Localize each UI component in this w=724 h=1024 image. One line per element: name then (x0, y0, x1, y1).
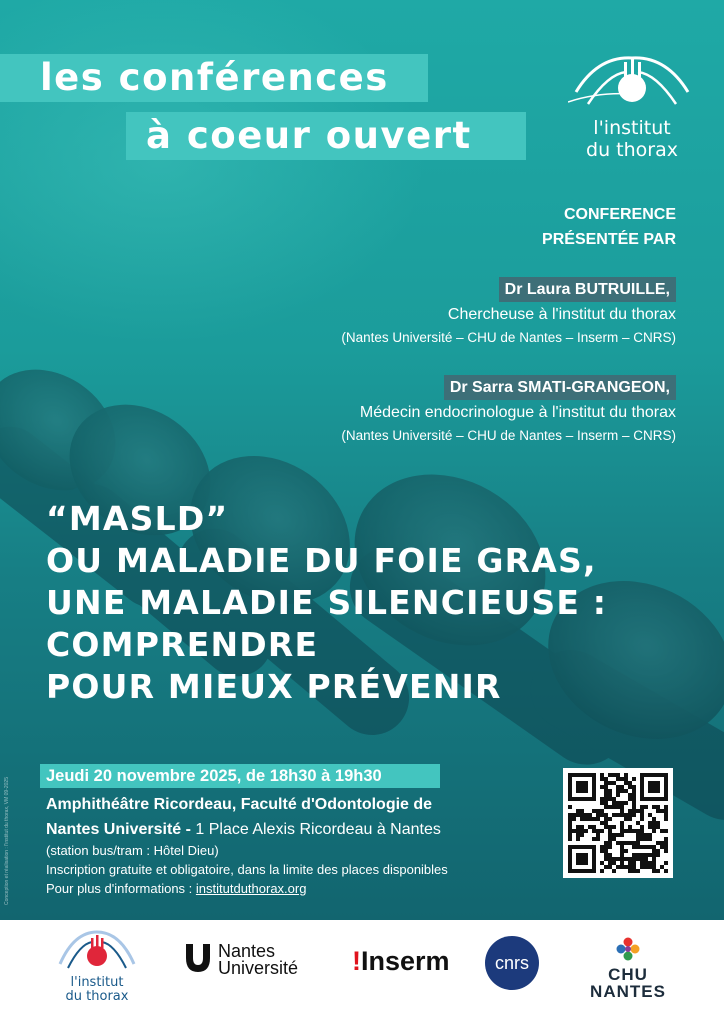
venue-name-2: Nantes Université - (46, 821, 191, 838)
nantes-universite-logo (184, 941, 299, 980)
series-title-line1: les conférences (40, 56, 389, 99)
info-link[interactable]: institutduthorax.org (195, 881, 307, 896)
thorax-logo-icon (54, 928, 140, 972)
speaker-affiliation: (Nantes Université – CHU de Nantes – Inserm – CNRS) (341, 428, 676, 443)
headline-line: COMPRENDRE (46, 625, 319, 664)
partner-logos-footer (0, 920, 724, 1024)
footer-thorax-logo (54, 928, 140, 1004)
chu-flower-icon (615, 936, 641, 962)
event-details (46, 841, 448, 898)
presented-line2: PRÉSENTÉE PAR (542, 231, 676, 248)
design-credit: Conception et réalisation : l'institut du thorax, VM 09-2025 (4, 777, 10, 905)
chu-line1: CHU (608, 965, 648, 984)
presented-by (542, 202, 676, 252)
event-date: Jeudi 20 novembre 2025, de 18h30 à 19h30 (46, 767, 382, 785)
speaker-2 (341, 375, 676, 447)
venue-name-1: Amphithéâtre Ricordeau, Faculté d'Odontologie de (46, 796, 433, 813)
speaker-name: Dr Sarra SMATI-GRANGEON, (444, 375, 676, 400)
headline-line: OU MALADIE DU FOIE GRAS, (46, 541, 597, 580)
footer-thorax-line1: l'institut (70, 975, 124, 990)
headline-line: UNE MALADIE SILENCIEUSE : (46, 583, 608, 622)
inserm-text: Inserm (361, 946, 450, 976)
speaker-name: Dr Laura BUTRUILLE, (499, 277, 676, 302)
cnrs-logo (485, 936, 539, 990)
headline-line: “MASLD” (46, 499, 229, 538)
qr-code-pattern (568, 773, 668, 873)
speaker-role: Médecin endocrinologue à l'institut du thorax (359, 404, 676, 421)
brand-line2: du thorax (586, 139, 678, 161)
footer-thorax-line2: du thorax (65, 989, 129, 1004)
inserm-logo: !Inserm (352, 946, 450, 976)
event-venue (46, 792, 546, 842)
brand-line1: l'institut (593, 117, 671, 139)
thorax-logo-icon (568, 52, 696, 116)
headline-line: POUR MIEUX PRÉVENIR (46, 667, 502, 706)
nantes-universite-icon (184, 942, 212, 976)
presented-line1: CONFERENCE (563, 206, 676, 223)
registration-info: Inscription gratuite et obligatoire, dans la limite des places disponibles (46, 862, 448, 877)
speaker-affiliation: (Nantes Université – CHU de Nantes – Inserm – CNRS) (341, 330, 676, 345)
chu-nantes-logo (578, 936, 678, 1000)
nantes-universite-text: Nantes Université (218, 941, 299, 978)
cnrs-text: cnrs (494, 953, 529, 973)
institut-thorax-logo (568, 52, 696, 161)
chu-line2: NANTES (590, 982, 666, 1001)
qr-code[interactable] (563, 768, 673, 878)
speaker-role: Chercheuse à l'institut du thorax (447, 306, 676, 323)
conference-headline (46, 498, 706, 708)
venue-address: 1 Place Alexis Ricordeau à Nantes (190, 821, 441, 838)
series-title-line2: à coeur ouvert (146, 114, 472, 157)
info-prefix: Pour plus d'informations : (46, 881, 196, 896)
transport-info: (station bus/tram : Hôtel Dieu) (46, 843, 219, 858)
speaker-1 (341, 277, 676, 349)
